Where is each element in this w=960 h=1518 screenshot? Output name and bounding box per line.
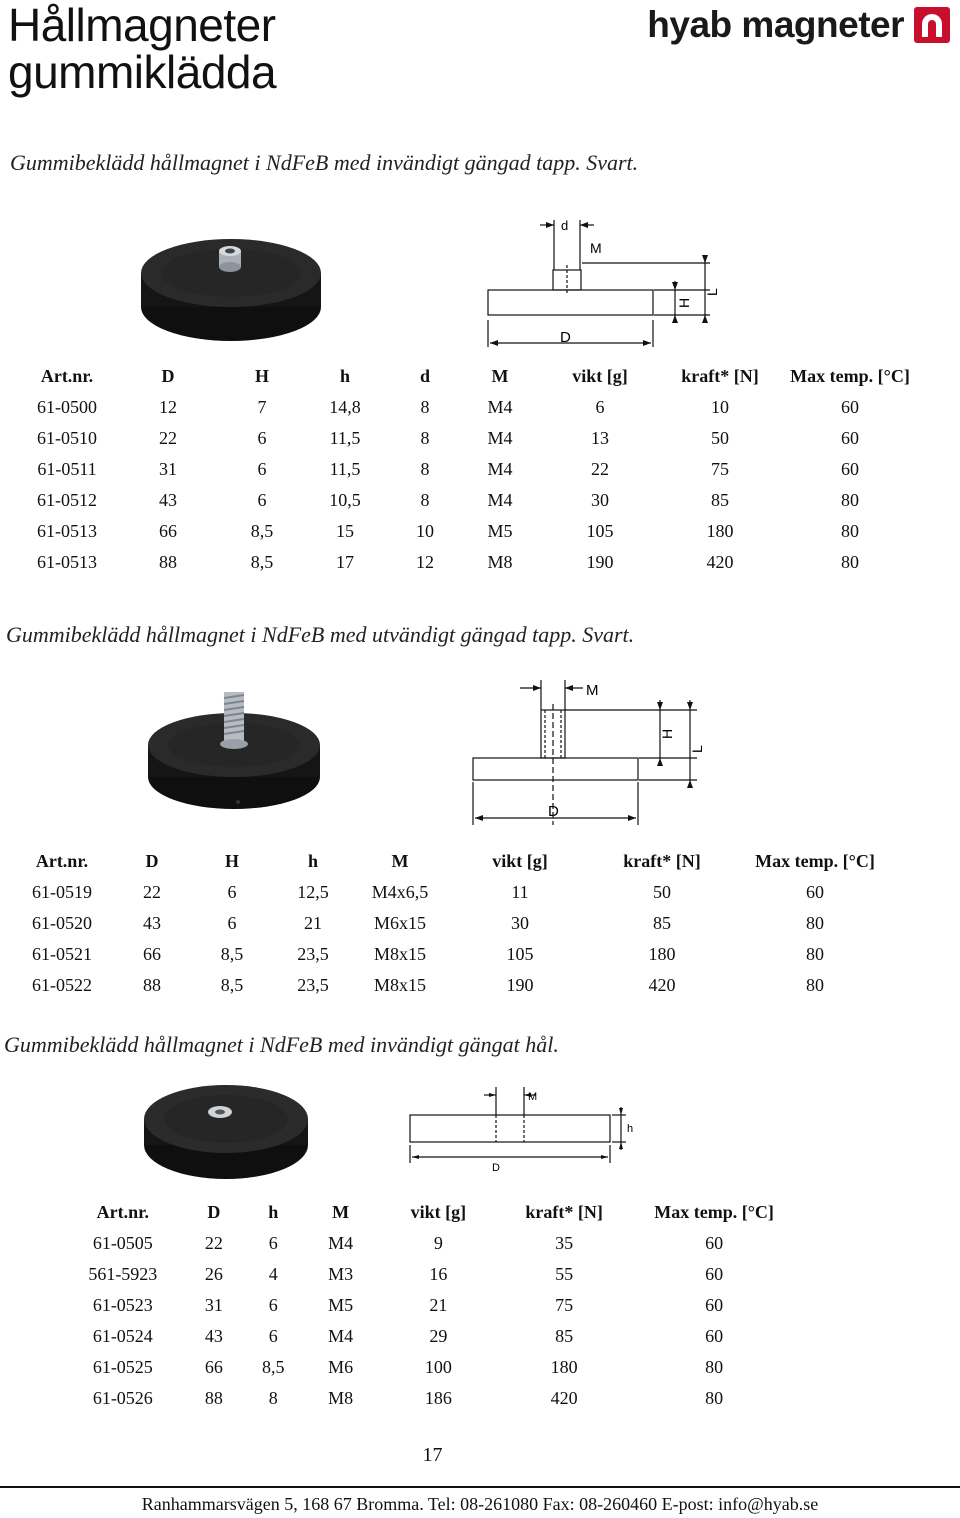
table-row: [22, 516, 920, 547]
table-cell: 21: [429, 1295, 448, 1315]
table-cell: 105: [586, 521, 614, 541]
table-cell: 14,8: [329, 397, 361, 417]
table-cell: 190: [586, 552, 614, 572]
spec-table-2: [14, 846, 902, 1001]
table-cell: M5: [487, 521, 513, 541]
column-header: D: [145, 851, 159, 871]
column-header: D: [161, 366, 175, 386]
table-cell: 15: [336, 521, 354, 541]
diagram-label-L: L: [704, 288, 720, 296]
column-header: Max temp. [°C]: [790, 366, 910, 386]
table-cell: 4: [268, 1264, 278, 1284]
table-cell: 13: [591, 428, 609, 448]
column-header: D: [207, 1202, 221, 1222]
table-cell: 61-0505: [92, 1233, 153, 1253]
table-cell: 61-0519: [32, 882, 92, 902]
footer-divider: [0, 1486, 960, 1488]
table-cell: 85: [555, 1326, 574, 1346]
table-cell: 60: [806, 882, 824, 902]
table-cell: 80: [841, 490, 859, 510]
column-header: h: [268, 1202, 279, 1222]
table-row: [22, 485, 920, 516]
table-cell: 61-0526: [92, 1388, 153, 1408]
table-row: [80, 1259, 780, 1290]
diagram-label-L: L: [689, 745, 705, 753]
column-header: h: [339, 366, 350, 386]
table-cell: M5: [328, 1295, 354, 1315]
column-header: Art.nr.: [40, 366, 94, 386]
magnet-photo-internal-thread: [135, 225, 335, 350]
table-cell: 61-0511: [37, 459, 97, 479]
table-cell: 29: [429, 1326, 448, 1346]
diagram-internal-thread: [480, 215, 720, 355]
table-cell: 66: [159, 521, 177, 541]
table-cell: 75: [555, 1295, 574, 1315]
table-cell: 22: [143, 882, 161, 902]
table-cell: 30: [511, 913, 529, 933]
column-header: Max temp. [°C]: [654, 1202, 774, 1222]
title-line-2: gummiklädda: [8, 46, 277, 98]
table-cell: 6: [227, 913, 237, 933]
table-cell: 17: [336, 552, 354, 572]
diagram-external-thread: [465, 680, 705, 830]
table-row: [80, 1383, 780, 1414]
table-cell: 61-0510: [37, 428, 97, 448]
table-cell: 8: [420, 490, 430, 510]
table-cell: 6: [257, 428, 267, 448]
table-cell: 8: [420, 428, 430, 448]
table-cell: 61-0522: [32, 975, 92, 995]
table-cell: 60: [705, 1264, 724, 1284]
diagram-label-d: d: [561, 218, 569, 233]
magnet-photo-external-thread: [140, 682, 330, 817]
table-cell: 22: [591, 459, 609, 479]
diagram-label-H: H: [659, 728, 675, 739]
table-cell: 10: [416, 521, 434, 541]
table-cell: 61-0513: [37, 552, 97, 572]
table-row: [22, 423, 920, 454]
table-cell: 30: [591, 490, 609, 510]
column-header: H: [254, 366, 269, 386]
column-header: kraft* [N]: [623, 851, 701, 871]
table-cell: 22: [159, 428, 177, 448]
table-cell: 10: [711, 397, 729, 417]
table-cell: 80: [705, 1357, 724, 1377]
page-title: [8, 2, 276, 96]
table-cell: 61-0513: [37, 521, 97, 541]
table-cell: 22: [204, 1233, 223, 1253]
table-cell: 43: [159, 490, 177, 510]
table-cell: 88: [204, 1388, 223, 1408]
column-header: vikt [g]: [410, 1202, 467, 1222]
diagram-label-D: D: [492, 1162, 500, 1174]
table-cell: 43: [204, 1326, 223, 1346]
magnet-photo-internal-hole: [138, 1075, 320, 1185]
table-cell: M4: [487, 459, 513, 479]
table-cell: M4: [487, 397, 513, 417]
diagram-label-M: M: [590, 240, 602, 256]
table-cell: 9: [433, 1233, 443, 1253]
table-cell: 31: [159, 459, 177, 479]
table-cell: M8x15: [373, 944, 426, 964]
table-cell: 186: [424, 1388, 452, 1408]
column-header: M: [491, 366, 509, 386]
column-header: vikt [g]: [572, 366, 628, 386]
diagram-internal-hole: [400, 1085, 650, 1180]
table-row: [80, 1228, 780, 1259]
diagram-label-h: h: [627, 1123, 634, 1135]
table-row: [14, 939, 902, 970]
table-cell: 75: [711, 459, 729, 479]
table-cell: 80: [806, 975, 824, 995]
column-header: kraft* [N]: [681, 366, 759, 386]
table-cell: 85: [711, 490, 729, 510]
table-cell: 23,5: [297, 975, 329, 995]
table-cell: 31: [204, 1295, 223, 1315]
table-cell: M8: [328, 1388, 354, 1408]
table-cell: 61-0512: [37, 490, 97, 510]
table-cell: 11,5: [329, 428, 361, 448]
table-cell: 8,5: [220, 975, 244, 995]
table-cell: M6: [328, 1357, 354, 1377]
table-row: [14, 908, 902, 939]
table-row: [22, 392, 920, 423]
table-cell: 8,5: [220, 944, 244, 964]
table-row: [22, 547, 920, 578]
table-cell: 6: [257, 490, 267, 510]
table-cell: 80: [705, 1388, 724, 1408]
table-cell: 61-0520: [32, 913, 92, 933]
table-cell: 8: [420, 459, 430, 479]
table-cell: 88: [159, 552, 177, 572]
diagram-label-M: M: [586, 682, 599, 699]
table-cell: 420: [706, 552, 734, 572]
table-cell: 6: [268, 1233, 278, 1253]
table-cell: 60: [705, 1295, 724, 1315]
table-cell: 8: [420, 397, 430, 417]
table-cell: 80: [841, 552, 859, 572]
table-cell: 88: [143, 975, 161, 995]
table-cell: 561-5923: [88, 1264, 158, 1284]
table-cell: 180: [706, 521, 734, 541]
table-cell: 6: [257, 459, 267, 479]
table-header-row: [14, 846, 902, 877]
table-header-row: [80, 1197, 780, 1228]
table-header-row: [22, 361, 920, 392]
table-cell: 12,5: [297, 882, 329, 902]
table-cell: 60: [705, 1326, 724, 1346]
table-cell: 50: [711, 428, 729, 448]
table-cell: 8,5: [250, 521, 274, 541]
table-cell: 180: [550, 1357, 578, 1377]
table-cell: 6: [595, 397, 605, 417]
table-cell: M6x15: [373, 913, 426, 933]
table-cell: 50: [653, 882, 671, 902]
spec-table-3: [80, 1197, 780, 1414]
table-cell: 66: [143, 944, 161, 964]
diagram-label-H: H: [676, 297, 692, 308]
table-cell: 10,5: [329, 490, 361, 510]
table-cell: 12: [416, 552, 434, 572]
column-header: kraft* [N]: [525, 1202, 603, 1222]
spec-table-1: [22, 361, 920, 578]
table-cell: 8,5: [262, 1357, 285, 1377]
table-cell: 85: [653, 913, 671, 933]
table-row: [80, 1290, 780, 1321]
magnet-logo-icon: [914, 7, 950, 43]
table-cell: 23,5: [297, 944, 329, 964]
table-cell: 420: [648, 975, 676, 995]
table-cell: 61-0525: [92, 1357, 153, 1377]
brand-logo: [647, 4, 950, 46]
table-cell: 16: [429, 1264, 448, 1284]
table-row: [80, 1321, 780, 1352]
table-cell: 60: [705, 1233, 724, 1253]
column-header: vikt [g]: [492, 851, 548, 871]
table-cell: 8: [268, 1388, 278, 1408]
section-2-subtitle: Gummibeklädd hållmagnet i NdFeB med utvändigt gängad tapp. Svart.: [6, 622, 635, 647]
table-cell: 61-0523: [92, 1295, 153, 1315]
section-3-subtitle: Gummibeklädd hållmagnet i NdFeB med invändigt gängat hål.: [4, 1032, 559, 1057]
table-cell: 8,5: [250, 552, 274, 572]
section-1-subtitle: Gummibeklädd hållmagnet i NdFeB med invändigt gängad tapp. Svart.: [10, 150, 639, 175]
table-cell: M4x6,5: [371, 882, 429, 902]
column-header: d: [419, 366, 430, 386]
table-cell: 80: [841, 521, 859, 541]
table-cell: M4: [328, 1326, 354, 1346]
diagram-label-M: M: [528, 1091, 538, 1103]
column-header: h: [307, 851, 318, 871]
table-cell: 60: [841, 428, 859, 448]
table-cell: 80: [806, 913, 824, 933]
column-header: Max temp. [°C]: [755, 851, 875, 871]
table-cell: 61-0524: [92, 1326, 153, 1346]
page-number: 17: [422, 1444, 443, 1466]
table-cell: 43: [143, 913, 161, 933]
table-cell: 61-0521: [32, 944, 92, 964]
table-cell: 66: [204, 1357, 223, 1377]
column-header: H: [224, 851, 239, 871]
footer-contact: Ranhammarsvägen 5, 168 67 Bromma. Tel: 08-261080 Fax: 08-260460 E-post: info@hyab.se: [141, 1494, 819, 1514]
table-cell: 21: [304, 913, 322, 933]
table-cell: M4: [487, 428, 513, 448]
table-cell: M3: [328, 1264, 354, 1284]
table-cell: 55: [555, 1264, 574, 1284]
table-cell: 60: [841, 397, 859, 417]
table-row: [80, 1352, 780, 1383]
diagram-label-D: D: [548, 803, 559, 820]
table-cell: 11: [511, 882, 529, 902]
table-cell: 100: [424, 1357, 452, 1377]
table-cell: 26: [204, 1264, 223, 1284]
table-cell: 420: [550, 1388, 578, 1408]
table-cell: 6: [268, 1295, 278, 1315]
table-cell: 7: [257, 397, 267, 417]
table-cell: M8x15: [373, 975, 426, 995]
table-cell: 180: [648, 944, 676, 964]
column-header: M: [391, 851, 409, 871]
table-cell: 105: [506, 944, 534, 964]
table-row: [14, 877, 902, 908]
column-header: Art.nr.: [96, 1202, 149, 1222]
table-cell: 61-0500: [37, 397, 97, 417]
table-cell: M4: [487, 490, 513, 510]
column-header: Art.nr.: [35, 851, 89, 871]
brand-name: hyab magneter: [647, 4, 904, 45]
table-cell: 6: [268, 1326, 278, 1346]
table-cell: 35: [555, 1233, 574, 1253]
column-header: M: [332, 1202, 350, 1222]
table-cell: M4: [328, 1233, 354, 1253]
diagram-label-D: D: [560, 329, 571, 346]
table-cell: 11,5: [329, 459, 361, 479]
table-cell: 6: [227, 882, 237, 902]
table-cell: 60: [841, 459, 859, 479]
table-cell: 12: [159, 397, 177, 417]
table-row: [14, 970, 902, 1001]
table-row: [22, 454, 920, 485]
table-cell: M8: [487, 552, 513, 572]
table-cell: 80: [806, 944, 824, 964]
title-line-1: Hållmagneter: [8, 0, 276, 51]
table-cell: 190: [506, 975, 534, 995]
